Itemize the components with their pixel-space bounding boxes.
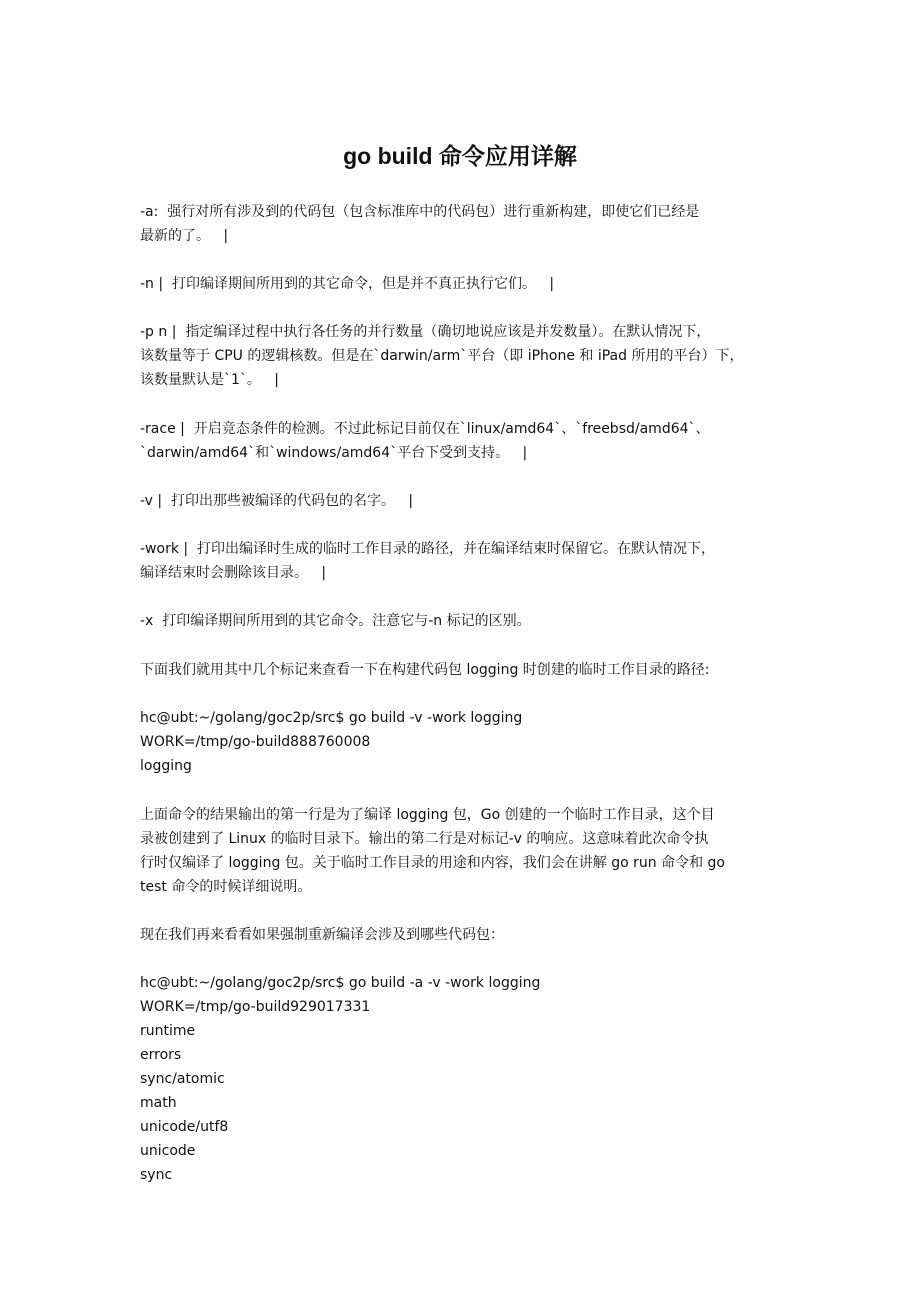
paragraph-line: -x 打印编译期间所用到的其它命令。注意它与-n 标记的区别。 [140, 613, 531, 629]
paragraph-line: 上面命令的结果输出的第一行是为了编译 logging 包，Go 创建的一个临时工作目录，这个目 [140, 807, 715, 823]
paragraph-line: test 命令的时候详细说明。 [140, 879, 312, 895]
paragraph-line: `darwin/amd64`和`windows/amd64`平台下受到支持。 | [140, 445, 528, 461]
document-title: go build 命令应用详解 [343, 143, 577, 169]
paragraph-line: 该数量默认是`1`。 | [140, 372, 279, 388]
paragraph-line: 录被创建到了 Linux 的临时目录下。输出的第二行是对标记-v 的响应。这意味着此次命令执 [140, 831, 709, 847]
code-line: unicode [140, 1143, 196, 1159]
intro-paragraph [140, 658, 790, 682]
paragraph-line: 行时仅编译了 logging 包。关于临时工作目录的用途和内容，我们会在讲解 go run 命令和 go [140, 855, 725, 871]
flag-v-paragraph [140, 489, 790, 513]
explanation-paragraph [140, 803, 790, 899]
code-line: runtime [140, 1023, 196, 1039]
flag-p-paragraph [140, 320, 790, 392]
code-line: WORK=/tmp/go-build929017331 [140, 999, 371, 1015]
paragraph-line: 编译结束时会删除该目录。 | [140, 565, 327, 581]
flag-race-paragraph [140, 417, 790, 465]
code-line: logging [140, 758, 192, 774]
paragraph-line: -race | 开启竞态条件的检测。不过此标记目前仅在`linux/amd64`、`freebsd/amd64`、 [140, 421, 710, 437]
flag-work-paragraph [140, 537, 790, 585]
code-line: WORK=/tmp/go-build888760008 [140, 734, 371, 750]
code-line: hc@ubt:~/golang/goc2p/src$ go build -v -work logging [140, 710, 523, 726]
paragraph-line: 最新的了。 | [140, 228, 229, 244]
flag-x-paragraph [140, 609, 790, 633]
paragraph-line: -work | 打印出编译时生成的临时工作目录的路径，并在编译结束时保留它。在默认情况下， [140, 541, 715, 557]
paragraph-line: -v | 打印出那些被编译的代码包的名字。 | [140, 493, 414, 509]
intro-paragraph-2 [140, 923, 790, 947]
paragraph-line: -a: 强行对所有涉及到的代码包（包含标准库中的代码包）进行重新构建，即使它们已经是 [140, 204, 700, 220]
paragraph-line: 该数量等于 CPU 的逻辑核数。但是在`darwin/arm`平台（即 iPhone 和 iPad 所用的平台）下， [140, 348, 744, 364]
code-line: unicode/utf8 [140, 1119, 229, 1135]
paragraph-line: 现在我们再来看看如果强制重新编译会涉及到哪些代码包： [140, 927, 504, 943]
paragraph-line: -n | 打印编译期间所用到的其它命令，但是并不真正执行它们。 | [140, 276, 555, 292]
code-line: errors [140, 1047, 182, 1063]
paragraph-line: -p n | 指定编译过程中执行各任务的并行数量（确切地说应该是并发数量）。在默认情况下， [140, 324, 711, 340]
flag-n-paragraph [140, 272, 790, 296]
code-line: sync [140, 1167, 173, 1183]
code-line: math [140, 1095, 177, 1111]
code-line: sync/atomic [140, 1071, 225, 1087]
flag-a-paragraph [140, 200, 790, 248]
paragraph-line: 下面我们就用其中几个标记来查看一下在构建代码包 logging 时创建的临时工作目录的路径: [140, 662, 710, 678]
code-line: hc@ubt:~/golang/goc2p/src$ go build -a -v -work logging [140, 975, 541, 991]
